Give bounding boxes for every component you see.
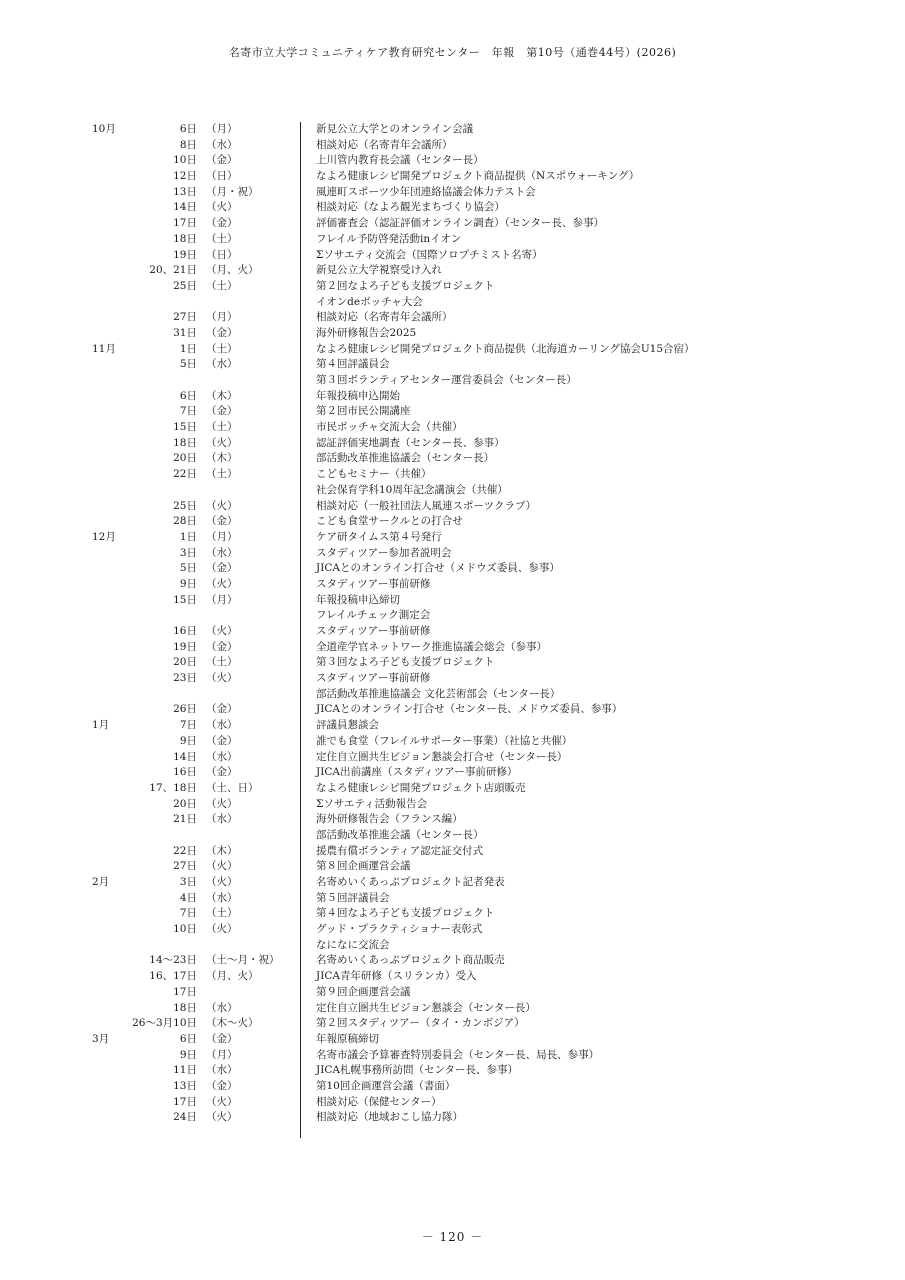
weekday-cell: （水） [206,750,238,763]
schedule-row [0,859,905,875]
schedule-row [0,483,905,499]
schedule-row [0,216,905,232]
schedule-row [0,608,905,624]
date-cell: 8日 [179,138,197,151]
date-cell: 18日 [173,1001,197,1014]
event-cell: 風連町スポーツ少年団連絡協議会体力テスト会 [316,185,536,198]
schedule-row [0,138,905,154]
date-cell: 17日 [173,217,197,230]
event-cell: Σソサエティ活動報告会 [316,797,428,810]
schedule-row [0,765,905,781]
schedule-row [0,373,905,389]
weekday-cell: （月） [206,593,238,606]
date-cell: 27日 [173,860,197,873]
date-cell: 23日 [173,672,197,685]
event-cell: 第９回企画運営会議 [316,985,411,998]
weekday-cell: （火） [206,923,238,936]
weekday-cell: （火） [206,625,238,637]
schedule-row [0,577,905,593]
event-cell: 第５回評議員会 [316,891,390,904]
weekday-cell: （水） [206,546,238,559]
event-cell: 部活動改革推進会議（センター長） [316,828,484,841]
schedule-row [0,750,905,766]
date-cell: 1日 [179,530,197,543]
event-cell: 相談対応（名寄青年会議所） [316,138,453,151]
month-cell: 10月 [92,123,116,135]
weekday-cell: （水） [206,138,238,151]
schedule-row [0,185,905,201]
event-cell: 第３回ボランティアセンター運営委員会（センター長） [316,374,577,386]
event-cell: 名寄めいくあっぷプロジェクト商品販売 [316,954,505,967]
weekday-cell: （水） [206,1001,238,1014]
date-cell: 19日 [173,248,197,261]
schedule-row [0,922,905,938]
event-cell: 第10回企画運営会議（書面） [316,1079,456,1092]
schedule-row [0,232,905,248]
weekday-cell: （水） [206,358,238,371]
schedule-row [0,844,905,860]
event-cell: 第４回なよろ子ども支援プロジェクト [316,907,495,920]
date-cell: 27日 [173,311,197,324]
event-cell: 評価審査会（認証評価オンライン調査）（センター長、参事） [316,217,605,230]
schedule-row [0,200,905,216]
event-cell: グッド・プラクティショナー表彰式 [316,923,483,936]
schedule-row [0,499,905,515]
date-cell: 12日 [173,170,197,183]
weekday-cell: （水） [206,813,238,826]
event-cell: こどもセミナー（共催） [316,468,432,481]
schedule-row [0,953,905,969]
date-cell: 10日 [173,923,197,936]
weekday-cell: （日） [206,170,238,183]
schedule-row [0,451,905,467]
schedule-row [0,702,905,718]
page-number: － 120 － [421,1230,484,1244]
schedule-row [0,389,905,405]
schedule-row [0,1110,905,1126]
schedule-row [0,624,905,640]
event-cell: 新見公立大学視察受け入れ [316,264,442,277]
weekday-cell: （金） [206,154,238,167]
event-cell: 第３回なよろ子ども支援プロジェクト [316,656,495,669]
weekday-cell: （水） [206,1064,238,1077]
weekday-cell: （金） [206,1079,238,1092]
weekday-cell: （金） [206,734,238,747]
schedule-row [0,671,905,687]
event-cell: 第２回なよろ子ども支援プロジェクト [316,279,495,292]
event-cell: 相談対応（名寄青年会議所） [316,311,453,324]
weekday-cell: （日） [206,248,238,261]
weekday-cell: （木～火） [206,1017,259,1030]
event-cell: 第４回評議員会 [316,358,390,371]
event-cell: なよろ健康レシピ開発プロジェクト店頭販売 [316,781,526,794]
date-cell: 26～3月10日 [132,1017,197,1030]
weekday-cell: （火） [206,797,238,810]
date-cell: 5日 [179,562,197,575]
schedule-row [0,734,905,750]
event-cell: イオンdeボッチャ大会 [316,295,423,308]
event-cell: 年報投稿申込開始 [316,389,400,402]
weekday-cell: （火） [206,577,238,590]
weekday-cell: （火） [206,499,238,512]
event-cell: 相談対応（一般社団法人風連スポーツクラブ） [316,499,537,512]
weekday-cell: （金） [206,326,238,339]
date-cell: 7日 [179,719,197,732]
weekday-cell: （火） [206,1095,238,1108]
event-cell: なよろ健康レシピ開発プロジェクト商品提供（北海道カーリング協会U15合宿） [316,342,695,355]
date-cell: 20日 [173,452,197,465]
weekday-cell: （金） [206,1032,238,1045]
date-cell: 6日 [179,389,197,402]
schedule-row [0,326,905,342]
date-cell: 1日 [179,342,197,355]
date-cell: 17日 [173,1095,197,1108]
event-cell: 海外研修報告会（フランス編） [316,813,463,826]
event-cell: 新見公立大学とのオンライン会議 [316,123,474,135]
event-cell: 第２回市民公開講座 [316,405,411,418]
date-cell: 13日 [173,185,197,198]
weekday-cell: （金） [206,217,238,230]
weekday-cell: （金） [206,515,238,528]
date-cell: 9日 [179,1048,197,1061]
event-cell: JICAとのオンライン打合せ（センター長、メドウズ委員、参事） [316,703,623,716]
date-cell: 24日 [173,1111,197,1124]
weekday-cell: （土） [206,421,238,434]
date-cell: 25日 [173,499,197,512]
event-cell: フレイルチェック測定会 [316,609,431,622]
date-cell: 3日 [179,546,197,559]
event-cell: JICA出前講座（スタディツアー事前研修） [316,766,518,779]
schedule-row [0,420,905,436]
schedule-row [0,593,905,609]
event-cell: スタディツアー事前研修 [316,625,431,637]
date-cell: 14～23日 [149,954,197,967]
event-cell: 市民ボッチャ交流大会（共催） [316,421,463,434]
schedule-table [0,122,905,1126]
event-cell: 名寄市議会予算審査特別委員会（センター長、局長、参事） [316,1048,600,1061]
weekday-cell: （土） [206,907,238,920]
schedule-row [0,248,905,264]
schedule-row [0,1095,905,1111]
schedule-row [0,655,905,671]
event-cell: 全道産学官ネットワーク推進協議会総会（参事） [316,640,547,653]
schedule-row [0,938,905,954]
weekday-cell: （土） [206,279,238,292]
date-cell: 9日 [179,577,197,590]
schedule-row [0,891,905,907]
weekday-cell: （水） [206,891,238,904]
date-cell: 15日 [173,421,197,434]
date-cell: 10日 [173,154,197,167]
event-cell: なよろ健康レシピ開発プロジェクト商品提供（Nスポウォーキング） [316,170,640,183]
schedule-row [0,295,905,311]
weekday-cell: （火） [206,876,238,888]
schedule-row [0,875,905,891]
event-cell: スタディツアー事前研修 [316,672,431,685]
date-cell: 3日 [179,876,197,888]
weekday-cell: （月・祝） [206,185,259,198]
date-cell: 6日 [179,123,197,135]
date-cell: 20日 [173,656,197,669]
weekday-cell: （金） [206,405,238,418]
date-cell: 17、18日 [149,781,197,794]
date-cell: 5日 [179,358,197,371]
weekday-cell: （火） [206,1111,238,1124]
schedule-row [0,640,905,656]
event-cell: JICA青年研修（スリランカ）受入 [316,970,477,983]
date-cell: 16日 [173,625,197,637]
event-cell: フレイル予防啓発活動inイオン [316,232,462,245]
schedule-row [0,1001,905,1017]
schedule-row [0,122,905,138]
weekday-cell: （火） [206,436,238,449]
month-cell: 3月 [92,1032,110,1045]
event-cell: 相談対応（保健センター） [316,1095,442,1108]
date-cell: 6日 [179,1032,197,1045]
schedule-row [0,357,905,373]
date-cell: 20、21日 [149,264,197,277]
schedule-row [0,1079,905,1095]
event-cell: 第２回スタディツアー（タイ・カンボジア） [316,1017,525,1030]
schedule-row [0,1016,905,1032]
schedule-row [0,530,905,546]
event-cell: 相談対応（地域おこし協力隊） [316,1111,463,1124]
month-cell: 1月 [92,719,110,732]
date-cell: 7日 [179,907,197,920]
schedule-row [0,781,905,797]
date-cell: 21日 [173,813,197,826]
weekday-cell: （月） [206,530,238,543]
date-cell: 11日 [173,1064,197,1077]
schedule-row [0,514,905,530]
event-cell: こども食堂サークルとの打合せ [316,515,463,528]
event-cell: 誰でも食堂（フレイルサポーター事業）（社協と共催） [316,734,573,747]
date-cell: 16、17日 [149,970,197,983]
schedule-row [0,263,905,279]
weekday-cell: （月） [206,123,238,135]
weekday-cell: （土～月・祝） [206,954,280,967]
schedule-row [0,797,905,813]
schedule-row [0,1063,905,1079]
date-cell: 31日 [173,326,197,339]
date-cell: 17日 [173,985,197,998]
event-cell: ケア研タイムス第４号発行 [316,530,442,543]
event-cell: スタディツアー事前研修 [316,577,431,590]
date-cell: 20日 [173,797,197,810]
event-cell: 定住自立圏共生ビジョン懇談会（センター長） [316,1001,536,1014]
event-cell: JICAとのオンライン打合せ（メドウズ委員、参事） [316,562,560,575]
weekday-cell: （月、火） [206,264,259,277]
event-cell: 相談対応（なよろ観光まちづくり協会） [316,201,505,214]
weekday-cell: （土、日） [206,781,259,794]
weekday-cell: （火） [206,201,238,214]
date-cell: 7日 [179,405,197,418]
schedule-row [0,985,905,1001]
weekday-cell: （月、火） [206,970,259,983]
schedule-row [0,342,905,358]
month-cell: 12月 [92,530,116,543]
event-cell: 援農有償ボランティア認定証交付式 [316,844,484,857]
schedule-row [0,467,905,483]
event-cell: 海外研修報告会2025 [316,326,417,339]
running-header: 名寄市立大学コミュニティケア教育研究センター 年報 第10号（通巻44号）(2026) [228,46,677,59]
weekday-cell: （月） [206,311,238,324]
date-cell: 18日 [173,232,197,245]
schedule-row [0,561,905,577]
event-cell: 定住自立圏共生ビジョン懇談会打合せ（センター長） [316,750,568,763]
event-cell: JICA札幌事務所訪問（センター長、参事） [316,1064,519,1077]
weekday-cell: （木） [206,844,238,857]
event-cell: 名寄めいくあっぷプロジェクト記者発表 [316,876,505,888]
weekday-cell: （土） [206,656,238,669]
schedule-row [0,1032,905,1048]
date-cell: 28日 [173,515,197,528]
schedule-row [0,812,905,828]
date-cell: 13日 [173,1079,197,1092]
event-cell: スタディツアー参加者説明会 [316,546,452,559]
weekday-cell: （金） [206,766,238,779]
event-cell: 年報投稿申込締切 [316,593,400,606]
date-cell: 14日 [173,750,197,763]
event-cell: 認証評価実地調査（センター長、参事） [316,436,505,449]
date-cell: 14日 [173,201,197,214]
schedule-row [0,718,905,734]
date-cell: 22日 [173,844,197,857]
schedule-row [0,279,905,295]
weekday-cell: （火） [206,860,238,873]
month-cell: 2月 [92,876,110,888]
weekday-cell: （土） [206,232,238,245]
date-cell: 9日 [179,734,197,747]
event-cell: 社会保育学科10周年記念講演会（共催） [316,483,508,496]
weekday-cell: （月） [206,1048,238,1061]
weekday-cell: （木） [206,389,238,402]
date-cell: 19日 [173,640,197,653]
schedule-row [0,436,905,452]
schedule-row [0,1048,905,1064]
event-cell: 上川管内教育長会議（センター長） [316,154,484,167]
schedule-row [0,969,905,985]
weekday-cell: （土） [206,342,238,355]
schedule-row [0,687,905,703]
weekday-cell: （水） [206,719,238,732]
schedule-row [0,404,905,420]
date-cell: 18日 [173,436,197,449]
event-cell: 第８回企画運営会議 [316,860,411,873]
weekday-cell: （金） [206,562,238,575]
weekday-cell: （土） [206,468,238,481]
event-cell: 部活動改革推進協議会（センター長） [316,452,495,465]
schedule-row [0,153,905,169]
date-cell: 4日 [179,891,197,904]
date-cell: 25日 [173,279,197,292]
event-cell: Σソサエティ交流会（国際ソロプチミスト名寄） [316,248,543,261]
schedule-row [0,906,905,922]
month-cell: 11月 [92,342,116,355]
schedule-row [0,169,905,185]
weekday-cell: （金） [206,640,238,653]
event-cell: なになに交流会 [316,938,390,951]
weekday-cell: （木） [206,452,238,465]
date-cell: 16日 [173,766,197,779]
date-cell: 22日 [173,468,197,481]
schedule-row [0,310,905,326]
schedule-row [0,546,905,562]
event-cell: 年報原稿締切 [316,1032,379,1045]
weekday-cell: （火） [206,672,238,685]
schedule-row [0,828,905,844]
event-cell: 評議員懇談会 [316,719,379,732]
date-cell: 26日 [173,703,197,716]
event-cell: 部活動改革推進協議会 文化芸術部会（センター長） [316,687,561,700]
date-cell: 15日 [173,593,197,606]
weekday-cell: （金） [206,703,238,716]
